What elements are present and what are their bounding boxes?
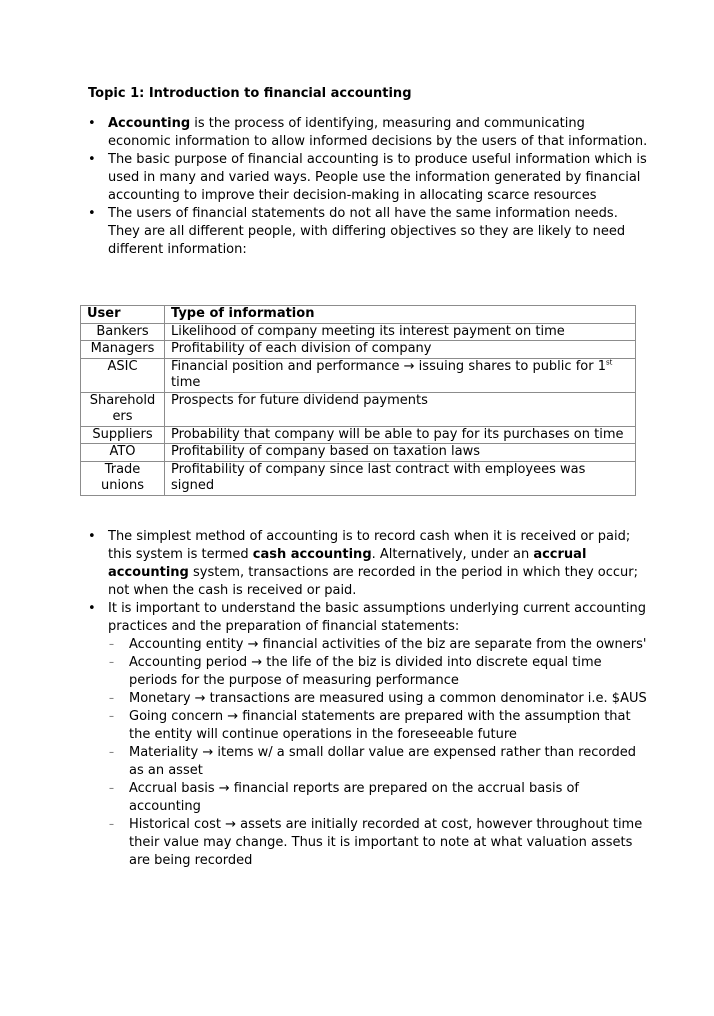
term-cash-accounting: cash accounting [252, 547, 372, 562]
assumptions-sublist [108, 636, 648, 870]
users-information-table [80, 305, 636, 496]
bullet-text: The simplest method of accounting is to record cash when it is received or paid; this system is termed [108, 529, 631, 562]
cell-user: ASIC [81, 358, 165, 392]
sublist-item: – Accounting period → the life of the biz is divided into discrete equal time periods for the purpose of measuring performance [108, 654, 648, 690]
cell-info [165, 358, 636, 392]
sublist-item: – Monetary → transactions are measured using a common denominator i.e. $AUS [108, 690, 648, 708]
cell-user: Sharehold ers [81, 392, 165, 426]
bullet-text: The users of financial statements do not all have the same information needs. They are all different people, with differing objectives so they are likely to need different information: [108, 206, 626, 257]
cell-user: ATO [81, 444, 165, 462]
cell-user: Suppliers [81, 426, 165, 444]
bullet-text: The basic purpose of financial accounting is to produce useful information which is used in many and varied ways. People use the information generated by financial accounting to improve their decision-making in allocating scarce resources [108, 152, 647, 203]
cell-user: Bankers [81, 323, 165, 341]
cell-info-text-after: time [171, 375, 201, 390]
page-title: Topic 1: Introduction to financial accounting [88, 86, 412, 101]
cell-info: Profitability of each division of company [165, 341, 636, 359]
intro-bullet-list [88, 115, 648, 259]
later-bullet-list [88, 528, 648, 870]
term-accrual-accounting: accrual accounting [108, 547, 587, 580]
sublist-item: – Accrual basis → financial reports are prepared on the accrual basis of accounting [108, 780, 648, 816]
bullet-cash-vs-accrual [88, 528, 648, 600]
cell-info: Likelihood of company meeting its interest payment on time [165, 323, 636, 341]
table-row [81, 426, 636, 444]
sublist-item: – Historical cost → assets are initially recorded at cost, however throughout time their value may change. Thus it is important to note at what valuation assets are being recorded [108, 816, 648, 870]
table-row [81, 341, 636, 359]
table-row [81, 461, 636, 495]
header-user: User [81, 306, 165, 324]
bullet-purpose [88, 151, 648, 205]
bullet-users [88, 205, 648, 259]
cell-info: Prospects for future dividend payments [165, 392, 636, 426]
cell-info: Profitability of company based on taxation laws [165, 444, 636, 462]
cell-info: Profitability of company since last contract with employees was signed [165, 461, 636, 495]
bullet-text: . Alternatively, under an [371, 547, 534, 562]
bullet-accounting-definition [88, 115, 648, 151]
bullet-assumptions [88, 600, 648, 870]
cell-info-text: Financial position and performance → issuing shares to public for 1 [171, 358, 606, 374]
header-type-of-information: Type of information [165, 306, 636, 324]
table-row [81, 444, 636, 462]
bullet-text: system, transactions are recorded in the period in which they occur; not when the cash is received or paid. [108, 565, 639, 598]
bullet-text: is the process of identifying, measuring and communicating economic information to allow informed decisions by the users of that information. [108, 116, 648, 149]
table-row [81, 323, 636, 341]
sublist-item: – Going concern → financial statements are prepared with the assumption that the entity will continue operations in the foreseeable future [108, 708, 648, 744]
sublist-item: – Accounting entity → financial activities of the biz are separate from the owners' [108, 636, 648, 654]
sublist-item: – Materiality → items w/ a small dollar value are expensed rather than recorded as an asset [108, 744, 648, 780]
superscript-ordinal: st [605, 358, 613, 367]
cell-user: Managers [81, 341, 165, 359]
cell-user: Trade unions [81, 461, 165, 495]
bullet-text: It is important to understand the basic assumptions underlying current accounting practices and the preparation of financial statements: [108, 601, 647, 634]
table-row [81, 358, 636, 392]
cell-info: Probability that company will be able to pay for its purchases on time [165, 426, 636, 444]
table-header-row [81, 306, 636, 324]
table-row [81, 392, 636, 426]
term-accounting: Accounting [108, 116, 191, 131]
